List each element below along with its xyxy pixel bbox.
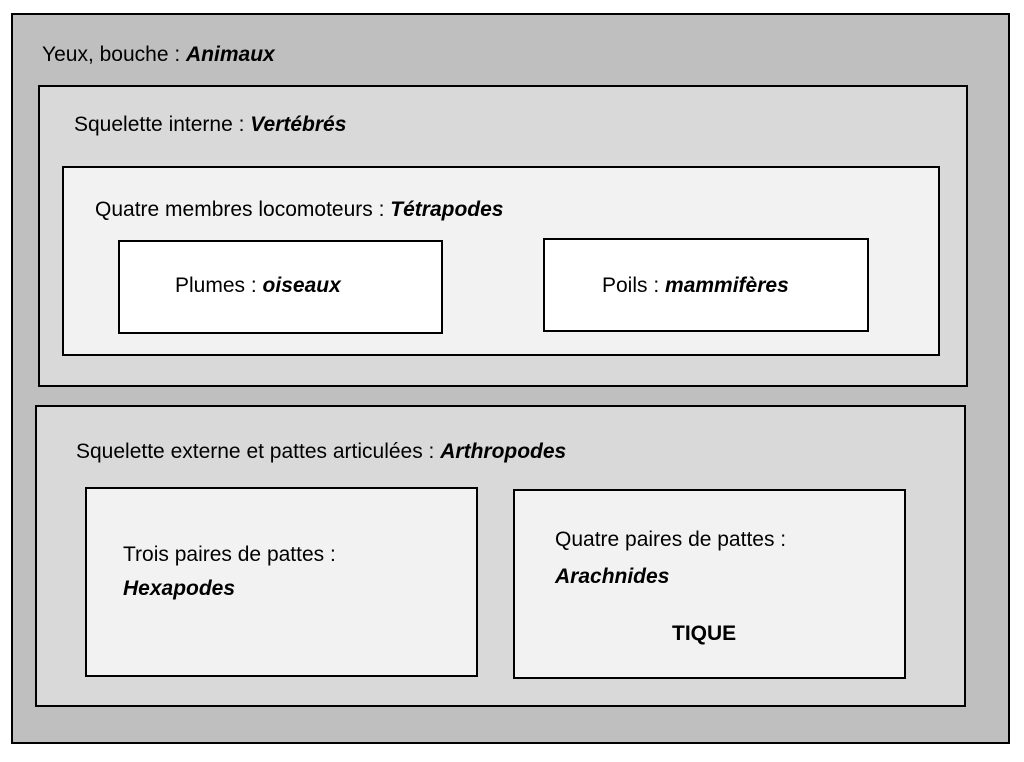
arthropodes-trait: Squelette externe et pattes articulées : [76, 440, 435, 463]
oiseaux-trait: Plumes : [175, 274, 257, 297]
oiseaux-label [175, 274, 341, 298]
arthropodes-label [76, 440, 566, 464]
arachnides-member: TIQUE [672, 622, 737, 645]
hexapodes-trait: Trois paires de pattes : [123, 543, 336, 566]
mammiferes-trait: Poils : [602, 274, 660, 297]
animaux-label [42, 43, 275, 67]
mammiferes-label [602, 274, 789, 298]
hexapodes-group: Hexapodes [123, 577, 236, 600]
arachnides-trait: Quatre paires de pattes : [555, 528, 787, 551]
vertebres-trait: Squelette interne : [74, 113, 245, 136]
arthropodes-group: Arthropodes [440, 440, 567, 463]
animaux-trait: Yeux, bouche : [42, 43, 181, 66]
animaux-group: Animaux [186, 43, 275, 66]
arachnides-group: Arachnides [555, 565, 670, 588]
vertebres-label [74, 113, 346, 137]
oiseaux-group: oiseaux [262, 274, 341, 297]
mammiferes-group: mammifères [665, 274, 789, 297]
vertebres-group: Vertébrés [250, 113, 347, 136]
tetrapodes-trait: Quatre membres locomoteurs : [95, 198, 385, 221]
tetrapodes-group: Tétrapodes [390, 198, 504, 221]
tetrapodes-label [95, 198, 503, 222]
